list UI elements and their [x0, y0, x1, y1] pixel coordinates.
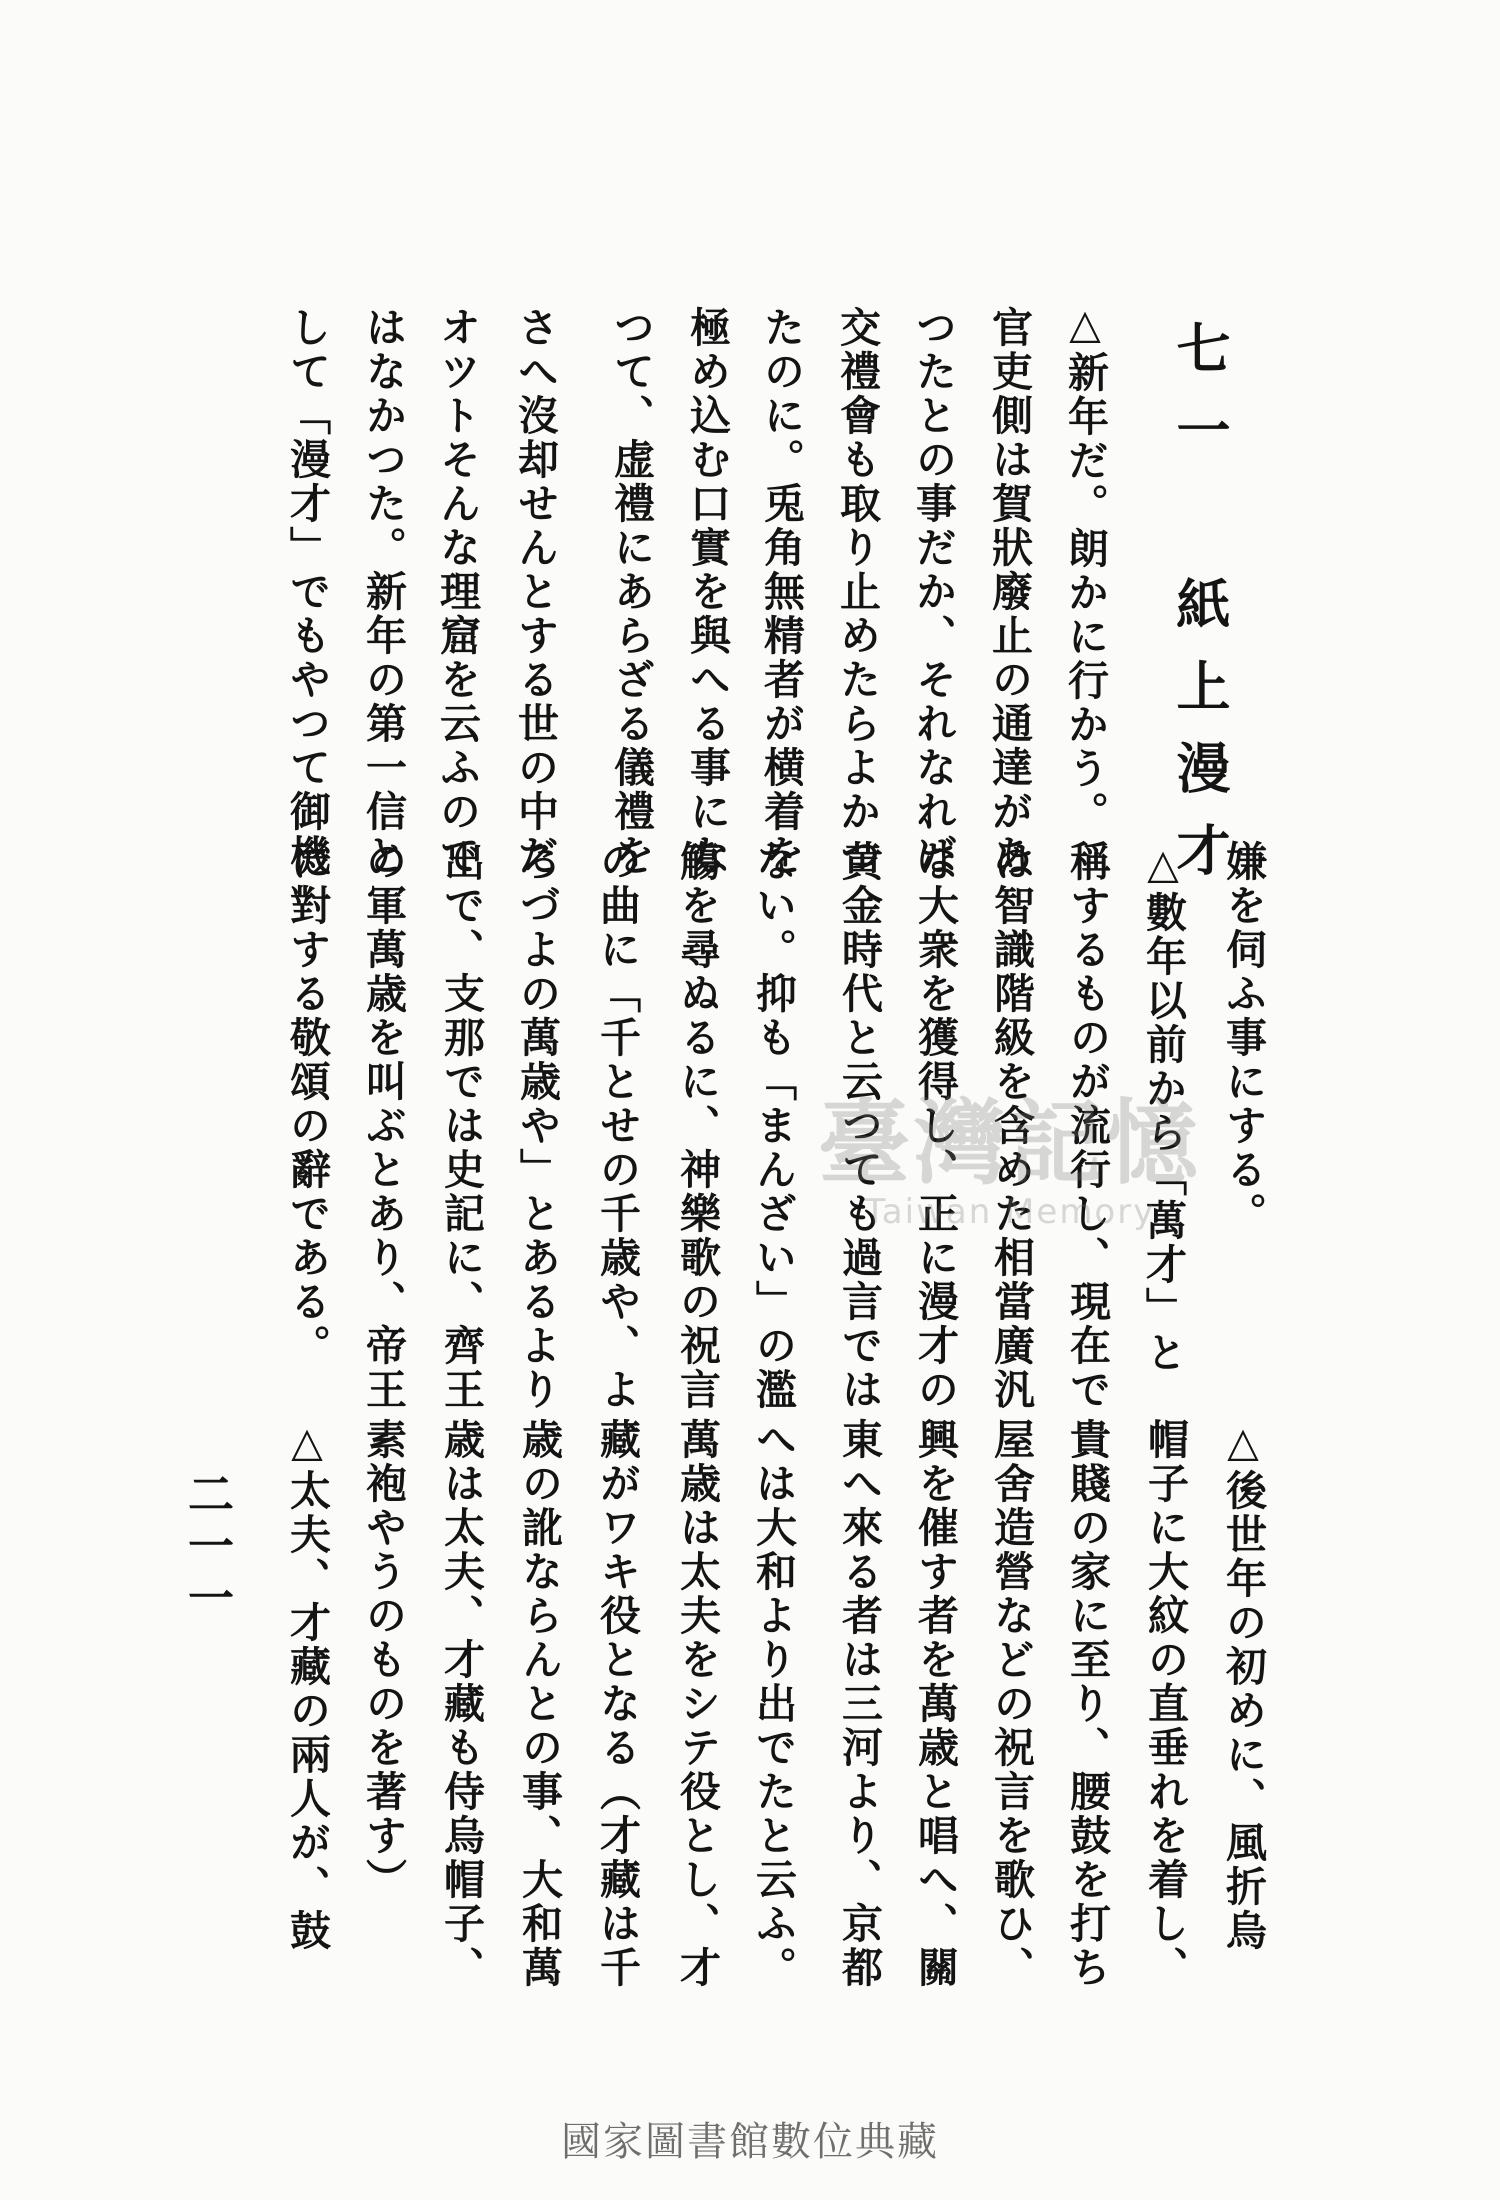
text-column: オツトそんな理窟を云ふので — [433, 306, 481, 878]
text-column: ろづよの萬歳や」とあるより — [513, 840, 561, 1412]
text-column: に對する敬頌の辭である。 — [283, 840, 331, 1368]
text-column: の曲に「千とせの千歳や、よ — [593, 840, 641, 1412]
text-column: たのに。兎角無精者が横着を — [757, 306, 805, 878]
text-column: へは大和より出でたと云ふ。 — [749, 1418, 797, 1990]
text-column: 官吏側は賀狀廢止の通達があ — [985, 306, 1033, 878]
text-column: △數年以前から「萬才」と — [1139, 840, 1187, 1375]
text-column: 帽子に大紋の直垂れを着し、 — [1141, 1418, 1189, 1990]
text-column: はなかつた。新年の第一信と — [359, 306, 407, 878]
text-column: 萬歳は太夫をシテ役とし、才 — [673, 1418, 721, 1990]
text-column: さへ沒却せんとする世の中だ — [511, 306, 559, 878]
text-column: 交禮會も取り止めたらよかつ — [833, 306, 881, 878]
text-column: して「漫才」でもやつて御機 — [283, 306, 331, 878]
text-column: つたとの事だか、それなれば — [909, 306, 957, 878]
text-column: 歳は太夫、才藏も侍烏帽子、 — [437, 1418, 485, 1990]
watermark — [730, 1070, 1290, 1232]
text-column: 貴賤の家に至り、腰鼓を打ち — [1063, 1418, 1111, 1990]
text-column: 極め込む口實を與へる事にな — [683, 306, 731, 878]
text-column: の軍萬歳を叫ぶとあり、帝王 — [359, 840, 407, 1412]
text-column: 素袍やうのものを著す） — [359, 1418, 407, 1902]
text-column: 嫌を伺ふ事にする。 — [1219, 840, 1267, 1236]
chapter-title: 七一 紙上漫才 — [1168, 320, 1232, 904]
text-column: 興を催す者を萬歳と唱へ、關 — [911, 1418, 959, 1990]
text-column: △新年だ。朗かに行かう。 — [1061, 300, 1109, 835]
text-column: 黄金時代と云つても過言では — [835, 840, 883, 1412]
text-column: 歳の訛ならんとの事、大和萬 — [515, 1418, 563, 1990]
text-column: 觴を尋ぬるに、神樂歌の祝言 — [673, 840, 721, 1412]
text-column: ない。抑も「まんざい」の濫 — [749, 840, 797, 1412]
text-column: 稱するものが流行し、現在で — [1063, 840, 1111, 1412]
text-column: な大衆を獲得し、正に漫才の — [911, 840, 959, 1412]
text-column: △太夫、才藏の兩人が、鼓 — [283, 1418, 331, 1953]
text-column: は智識階級を含めた相當廣汎 — [987, 840, 1035, 1412]
page-number: 二一一 — [181, 1470, 235, 1626]
watermark-main: 臺灣記憶 — [817, 1090, 1202, 1197]
text-column: 藏がワキ役となる（才藏は千 — [593, 1418, 641, 1990]
text-column: △後世年の初めに、風折烏 — [1219, 1418, 1267, 1953]
text-column: 屋舍造營などの祝言を歌ひ、 — [987, 1418, 1035, 1990]
text-column: 東へ來る者は三河より、京都 — [835, 1418, 883, 1990]
text-column: 出で、支那では史記に、齊王 — [437, 840, 485, 1412]
watermark-sub: Taiwan Memory — [864, 1192, 1156, 1232]
footer-caption: 國家圖書館數位典藏 — [561, 2119, 939, 2165]
text-column: つて、虚禮にあらざる儀禮を — [607, 306, 655, 878]
